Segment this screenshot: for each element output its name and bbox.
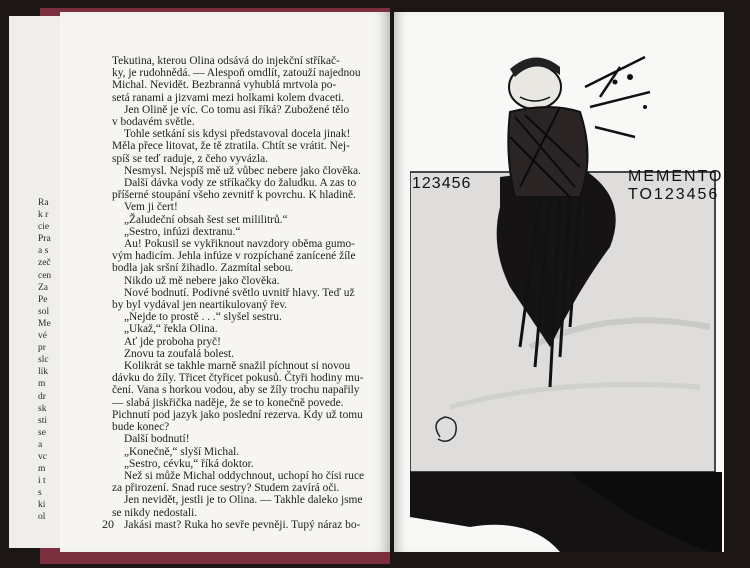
- text-line: „Sestro, cévku,“ říká doktor.: [124, 457, 254, 470]
- text-line: Další bodnutí!: [124, 433, 190, 446]
- text-line: „Nejde to prostě . . .“ slyšel sestru.: [124, 311, 282, 324]
- underlying-text-fragment: a s: [38, 246, 49, 257]
- figure-body: [508, 107, 587, 197]
- underlying-text-fragment: cen: [38, 270, 52, 281]
- text-line: vým hadicím. Jehla infúze v rozpíchané zanícené žíle: [112, 250, 356, 263]
- text-line: Jen Olině je víc. Co tomu asi říká? Zubožené tělo: [124, 103, 350, 116]
- underlying-text-fragment: sk: [38, 403, 47, 414]
- underlying-text-fragment: Pe: [38, 294, 48, 305]
- text-line: Znovu ta zoufalá bolest.: [124, 347, 235, 360]
- underlying-text-fragment: i t: [38, 476, 46, 487]
- text-line: bude konec?: [112, 421, 170, 434]
- text-line: Nové bodnutí. Podivné světlo uvnitř hlavy. Teď už: [124, 286, 355, 299]
- text-line: se nikdy nedostali.: [112, 506, 198, 519]
- text-line: Vem ji čert!: [124, 201, 178, 214]
- memento-illustration: [410, 47, 722, 552]
- text-line: Tohle setkání sis kdysi představoval docela jinak!: [124, 128, 351, 141]
- underlying-text-fragment: lik: [38, 367, 49, 378]
- memento-line-1: MEMENTO: [628, 168, 724, 185]
- underlying-text-fragment: ki: [38, 500, 46, 511]
- text-line: „Sestro, infúzi dextranu.“: [124, 225, 241, 238]
- text-line: Další dávka vody ze stříkačky do žaludku. A zas to: [124, 177, 357, 190]
- text-line: Kolikrát se takhle marně snažil píchnout si novou: [124, 360, 351, 373]
- text-line: čení. Vana s horkou vodou, aby se žíly trochu napařily: [112, 384, 360, 397]
- underlying-text-fragment: se: [38, 427, 46, 438]
- underlying-text-fragment: Ra: [38, 198, 49, 208]
- number-strip: 123456: [412, 175, 472, 192]
- underlying-text-fragment: ol: [38, 512, 46, 523]
- text-line: Au! Pokusil se vykřiknout navzdory oběma gumo-: [124, 238, 355, 251]
- text-line: Nesmysl. Nejspíš mě už vůbec nebere jako člověka.: [124, 164, 361, 177]
- text-line: dávku do žíly. Třicet čtyřicet pokusů. Čtyři hodiny mu-: [112, 372, 364, 385]
- memento-line-2: TO123456: [628, 186, 720, 203]
- text-line: Jen nevidět, jestli je to Olina. — Takhle daleko jsme: [124, 494, 363, 507]
- text-line: ky, je rudohnědá. — Alespoň omdlít, zatouží najednou: [112, 67, 361, 80]
- text-line: „Ukaž,“ řekla Olina.: [124, 323, 218, 336]
- text-line: Jakási mast? Ruka ho sevře pevněji. Tupý náraz bo-: [124, 518, 361, 531]
- text-line: Pichnutí pod jazyk jako poslední rezerva. Kdy už tomu: [112, 408, 363, 421]
- text-line: Tekutina, kterou Olina odsává do injekční stříkač-: [112, 55, 340, 67]
- text-line: za přirození. Snad ruce sestry? Studem zavírá oči.: [112, 482, 340, 495]
- ink-splatter: [585, 57, 650, 137]
- underlying-text-fragment: dr: [38, 391, 46, 402]
- underlying-text-fragment: sti: [38, 415, 47, 426]
- underlying-text-fragment: pr: [38, 343, 46, 354]
- text-line: „Žaludeční obsah šest set mililitrů.“: [124, 213, 288, 226]
- underlying-text-fragment: Pra: [38, 234, 51, 245]
- underlying-text-fragment: cie: [38, 222, 50, 233]
- underlying-text-fragment: Za: [38, 282, 49, 293]
- underlying-text-fragment: vé: [38, 331, 47, 342]
- text-line: by byl vydával jen neartikulovaný řev.: [112, 299, 288, 312]
- text-line: setá ranami a jizvami mezi holkami kolem dvaceti.: [112, 91, 345, 104]
- memento-lettering: [628, 168, 723, 204]
- underlying-text-fragment: slc: [38, 355, 49, 366]
- underlying-text-fragment: m: [38, 464, 46, 475]
- underlying-text-fragment: m: [38, 379, 46, 390]
- underlying-text-fragment: s: [38, 488, 42, 499]
- underlying-text-fragment: zeč: [38, 258, 51, 269]
- text-line: Michal. Nevidět. Bezbranná vyhublá mrtvola po-: [112, 79, 337, 92]
- page-number: 20: [102, 517, 114, 531]
- underlying-text-fragment: Me: [38, 318, 51, 329]
- text-line: spíš se teď raduje, z čeho vyvázla.: [112, 152, 269, 165]
- text-line: Než si může Michal oddychnout, uchopí ho čísi ruce: [124, 469, 365, 482]
- underlying-text-fragment: vc: [38, 451, 47, 462]
- underlying-text-fragment: sol: [38, 306, 50, 317]
- text-line: v bodavém světle.: [112, 116, 195, 129]
- text-line: Nikdo už mě nebere jako člověka.: [124, 274, 280, 287]
- text-line: Měla přece litovat, že tě ztratila. Chtít se vrátit. Nej-: [112, 140, 350, 153]
- left-page: [60, 12, 390, 552]
- text-line: bodla jak sršní žihadlo. Zazmítal sebou.: [112, 262, 294, 275]
- text-line: „Konečně,“ slyší Michal.: [124, 445, 240, 458]
- underlying-text-fragment: a: [38, 439, 43, 450]
- body-text: [112, 55, 412, 531]
- text-line: — slabá jiskřička naděje, že se to konečně povede.: [112, 396, 344, 409]
- underlying-text-fragment: k r: [38, 210, 49, 221]
- text-line: Ať jde proboha pryč!: [124, 335, 221, 348]
- text-line: příšerné stoupání všeho zevnitř k povrchu. K hladině.: [112, 189, 356, 202]
